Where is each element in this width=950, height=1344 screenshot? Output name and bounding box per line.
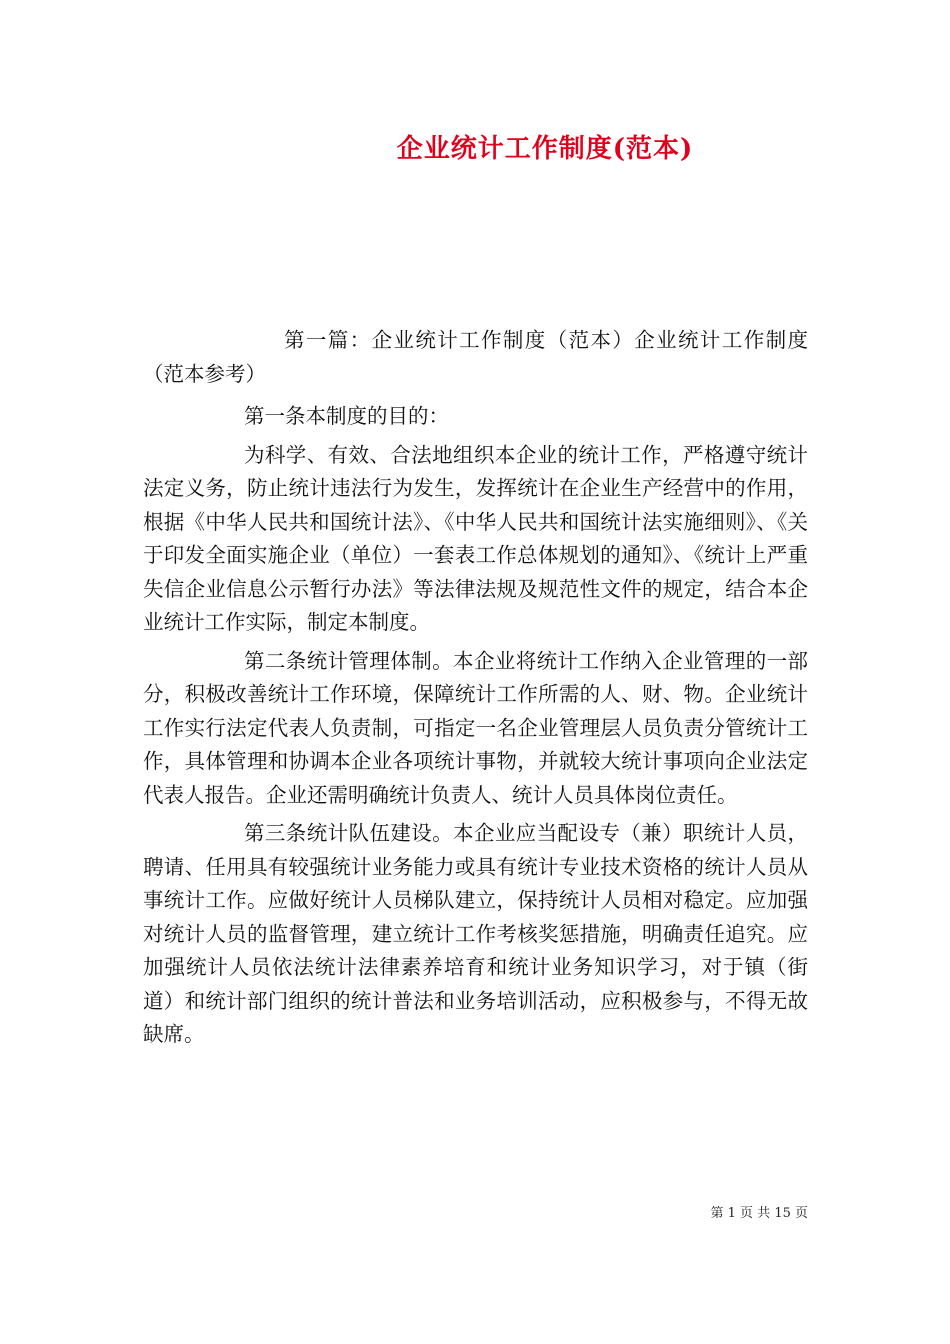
- article-1-body: 为科学、有效、合法地组织本企业的统计工作，严格遵守统计法定义务，防止统计违法行为发生，发挥统计在企业生产经营中的作用，根据《中华人民共和国统计法》、《中华人民共和国统计法实施细则》、《关于印发全面实施企业（单位）一套表工作总体规划的通知》、《统计上严重失信企业信息公示暂行办法》等法律法规及规范性文件的规定，结合本企业统计工作实际，制定本制度。: [143, 442, 808, 634]
- article-2-paragraph: 第二条统计管理体制。本企业将统计工作纳入企业管理的一部分，积极改善统计工作环境，保障统计工作所需的人、财、物。企业统计工作实行法定代表人负责制，可指定一名企业管理层人员负责分管统计工作，具体管理和协调本企业各项统计事物，并就较大统计事项向企业法定代表人报告。企业还需明确统计负责人、统计人员具体岗位责任。: [143, 648, 808, 807]
- article-1-heading: 第一条本制度的目的：: [244, 404, 449, 428]
- document-body: [143, 324, 808, 1057]
- page-number-footer: 第 1 页 共 15 页: [710, 1206, 808, 1221]
- document-title: 企业统计工作制度(范本): [396, 134, 694, 164]
- intro-paragraph: 第一篇：企业统计工作制度（范本）企业统计工作制度（范本参考）: [143, 328, 808, 386]
- article-3-paragraph: 第三条统计队伍建设。本企业应当配设专（兼）职统计人员，聘请、任用具有较强统计业务能力或具有统计专业技术资格的统计人员从事统计工作。应做好统计人员梯队建立，保持统计人员相对稳定。应加强对统计人员的监督管理，建立统计工作考核奖惩措施，明确责任追究。应加强统计人员依法统计法律素养培育和统计业务知识学习，对于镇（街道）和统计部门组织的统计普法和业务培训活动，应积极参与，不得无故缺席。: [143, 821, 808, 1046]
